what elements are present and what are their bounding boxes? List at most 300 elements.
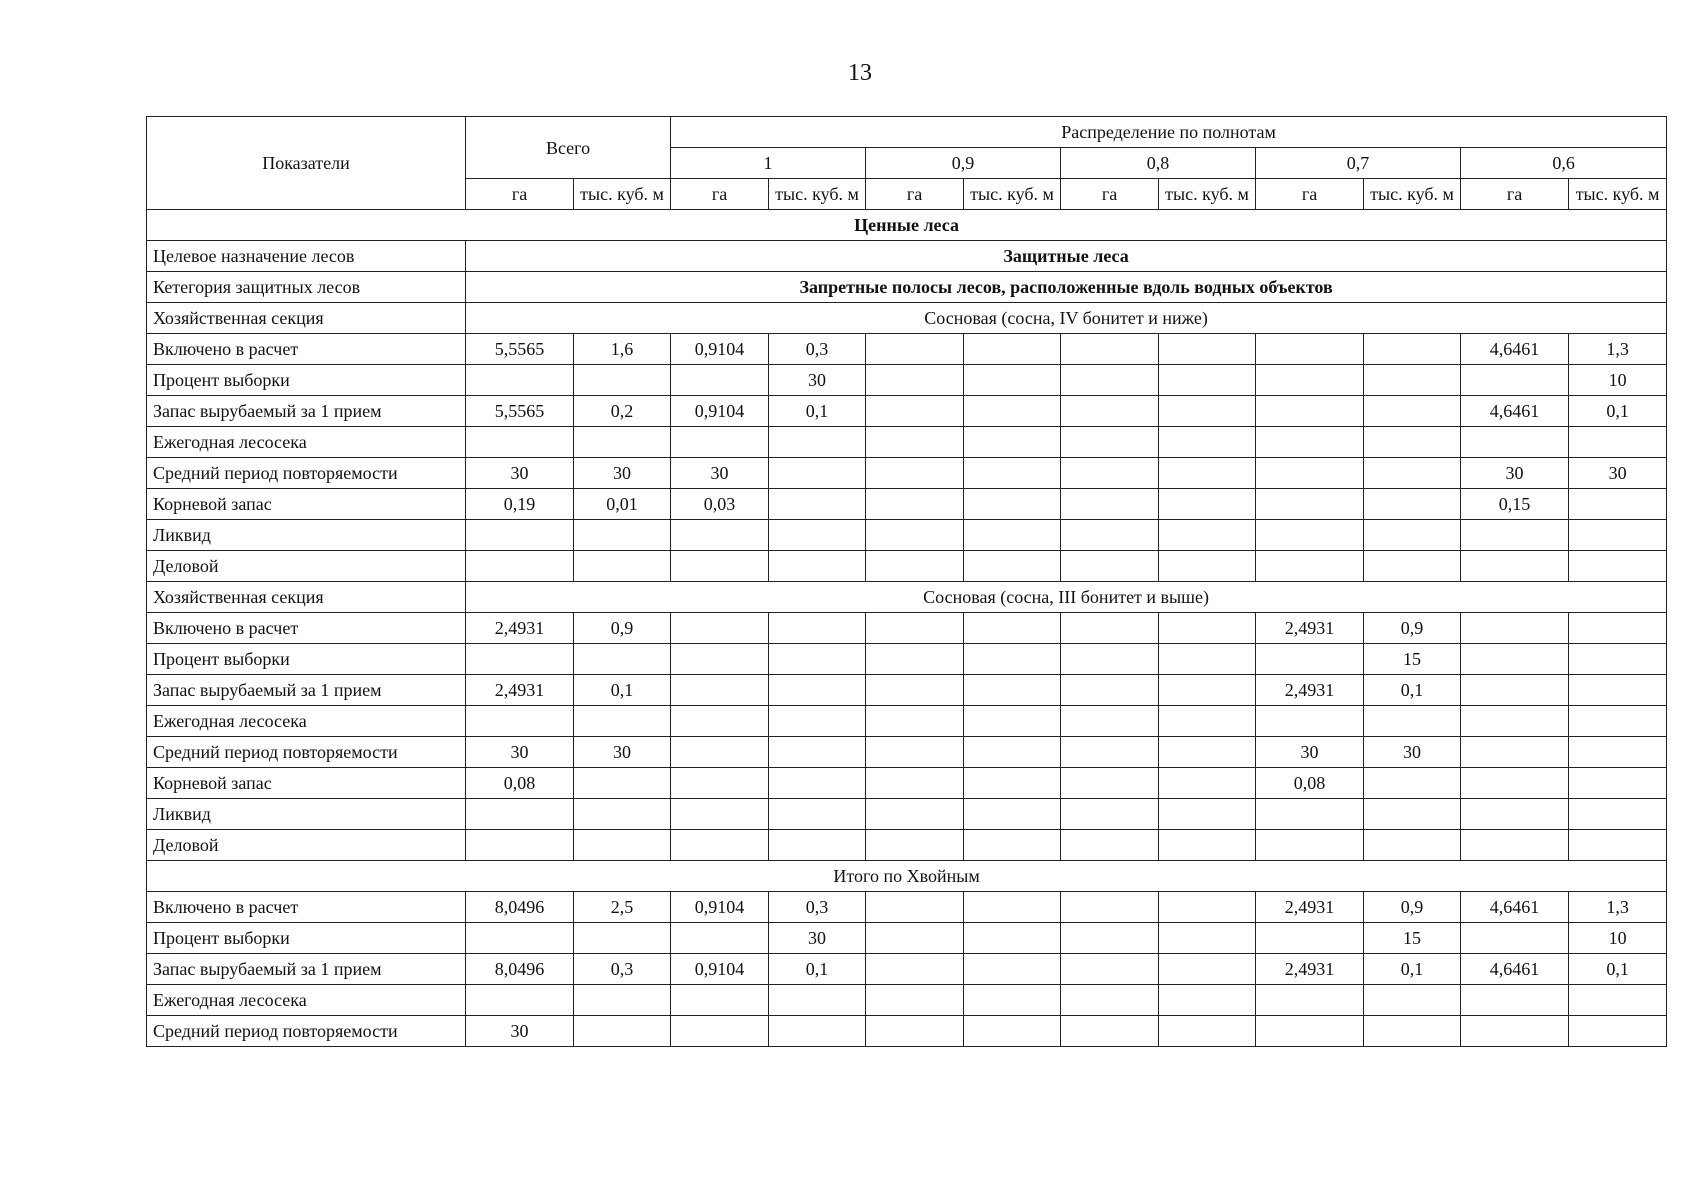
data-cell: [964, 737, 1061, 768]
data-cell: [866, 644, 964, 675]
data-cell: 0,1: [769, 396, 866, 427]
data-cell: [1159, 334, 1256, 365]
data-cell: [1159, 551, 1256, 582]
row-label: Корневой запас: [147, 768, 466, 799]
data-cell: [1364, 551, 1461, 582]
data-cell: 1,6: [574, 334, 671, 365]
data-cell: [866, 458, 964, 489]
row-label: Включено в расчет: [147, 892, 466, 923]
data-cell: [1569, 799, 1667, 830]
data-cell: 0,15: [1461, 489, 1569, 520]
data-cell: [1061, 644, 1159, 675]
data-cell: [866, 613, 964, 644]
data-cell: [671, 1016, 769, 1047]
data-cell: [671, 427, 769, 458]
data-cell: [964, 799, 1061, 830]
row-label: Ежегодная лесосека: [147, 427, 466, 458]
data-cell: [1159, 520, 1256, 551]
data-cell: [1061, 923, 1159, 954]
data-cell: [769, 613, 866, 644]
data-cell: [1461, 768, 1569, 799]
data-cell: [1256, 365, 1364, 396]
data-cell: [1061, 365, 1159, 396]
data-cell: [1569, 1016, 1667, 1047]
table-row: [147, 799, 1667, 830]
data-cell: [1364, 799, 1461, 830]
table-row: [147, 737, 1667, 768]
data-cell: [1461, 830, 1569, 861]
data-cell: [1364, 706, 1461, 737]
section-value: Запретные полосы лесов, расположенные вдоль водных объектов: [466, 272, 1667, 303]
data-cell: 0,1: [769, 954, 866, 985]
data-cell: [964, 365, 1061, 396]
data-cell: [866, 768, 964, 799]
data-cell: [769, 489, 866, 520]
row-label: Включено в расчет: [147, 613, 466, 644]
data-cell: 2,5: [574, 892, 671, 923]
table-row: [147, 830, 1667, 861]
density-header: 0,6: [1461, 148, 1667, 179]
table-row: [147, 551, 1667, 582]
table-row: [147, 644, 1667, 675]
data-cell: [964, 458, 1061, 489]
data-cell: [964, 923, 1061, 954]
data-cell: 30: [1364, 737, 1461, 768]
data-cell: [1061, 396, 1159, 427]
data-cell: 0,01: [574, 489, 671, 520]
data-cell: 30: [769, 365, 866, 396]
data-cell: 0,9104: [671, 954, 769, 985]
data-cell: [1061, 334, 1159, 365]
data-cell: [1256, 830, 1364, 861]
data-cell: [1461, 644, 1569, 675]
table-row: [147, 427, 1667, 458]
data-cell: [574, 427, 671, 458]
data-cell: [1061, 613, 1159, 644]
table-row: [147, 954, 1667, 985]
section-value: Защитные леса: [466, 241, 1667, 272]
data-cell: [964, 613, 1061, 644]
table-row: [147, 210, 1667, 241]
data-cell: 0,19: [466, 489, 574, 520]
data-cell: [1256, 551, 1364, 582]
data-cell: [1061, 489, 1159, 520]
data-cell: 8,0496: [466, 954, 574, 985]
row-label: Запас вырубаемый за 1 прием: [147, 675, 466, 706]
data-cell: [769, 799, 866, 830]
row-label: Хозяйственная секция: [147, 303, 466, 334]
data-cell: 4,6461: [1461, 396, 1569, 427]
data-cell: [1256, 923, 1364, 954]
data-cell: [1061, 427, 1159, 458]
data-cell: [466, 644, 574, 675]
data-cell: [866, 551, 964, 582]
data-cell: 2,4931: [1256, 675, 1364, 706]
data-cell: [1569, 489, 1667, 520]
data-cell: 5,5565: [466, 334, 574, 365]
data-cell: [1061, 551, 1159, 582]
data-cell: [671, 644, 769, 675]
table-row: [147, 892, 1667, 923]
data-cell: 0,9104: [671, 334, 769, 365]
density-header: 0,8: [1061, 148, 1256, 179]
table-row: [147, 985, 1667, 1016]
data-cell: [466, 830, 574, 861]
data-cell: [1256, 706, 1364, 737]
data-cell: 0,3: [769, 334, 866, 365]
data-cell: [866, 396, 964, 427]
data-cell: [1364, 520, 1461, 551]
data-cell: [964, 551, 1061, 582]
row-label: Запас вырубаемый за 1 прием: [147, 954, 466, 985]
data-cell: 0,08: [466, 768, 574, 799]
data-cell: [1061, 954, 1159, 985]
data-cell: [1256, 520, 1364, 551]
data-cell: 4,6461: [1461, 334, 1569, 365]
data-cell: [1364, 985, 1461, 1016]
data-cell: [671, 830, 769, 861]
data-cell: [1159, 923, 1256, 954]
data-cell: [769, 1016, 866, 1047]
data-cell: [964, 396, 1061, 427]
table-row: [147, 334, 1667, 365]
unit-ha-header: га: [1256, 179, 1364, 210]
data-cell: [1461, 427, 1569, 458]
section-value: Сосновая (сосна, III бонитет и выше): [466, 582, 1667, 613]
data-cell: 2,4931: [1256, 613, 1364, 644]
data-cell: 0,1: [1364, 954, 1461, 985]
row-label: Запас вырубаемый за 1 прием: [147, 396, 466, 427]
data-cell: [574, 768, 671, 799]
data-cell: [964, 985, 1061, 1016]
data-cell: [1364, 334, 1461, 365]
density-header: 0,7: [1256, 148, 1461, 179]
data-cell: [466, 551, 574, 582]
data-cell: [1159, 830, 1256, 861]
data-cell: [671, 768, 769, 799]
data-cell: [769, 830, 866, 861]
data-cell: [1159, 396, 1256, 427]
data-cell: [1461, 520, 1569, 551]
data-cell: [769, 675, 866, 706]
data-cell: [964, 706, 1061, 737]
data-cell: [1569, 768, 1667, 799]
data-cell: [769, 644, 866, 675]
data-cell: [1569, 613, 1667, 644]
data-cell: [1061, 1016, 1159, 1047]
data-cell: [964, 892, 1061, 923]
data-cell: [1159, 799, 1256, 830]
data-cell: 4,6461: [1461, 954, 1569, 985]
data-cell: [1256, 334, 1364, 365]
data-cell: [1256, 489, 1364, 520]
row-label: Ликвид: [147, 799, 466, 830]
data-cell: [574, 1016, 671, 1047]
data-cell: [1061, 520, 1159, 551]
data-cell: [866, 675, 964, 706]
data-cell: [1461, 613, 1569, 644]
row-label: Процент выборки: [147, 644, 466, 675]
data-cell: 2,4931: [1256, 892, 1364, 923]
data-cell: [1569, 427, 1667, 458]
density-header: 1: [671, 148, 866, 179]
table-row: [147, 241, 1667, 272]
data-cell: [1061, 830, 1159, 861]
data-cell: 30: [574, 737, 671, 768]
data-cell: 4,6461: [1461, 892, 1569, 923]
data-cell: [964, 1016, 1061, 1047]
data-cell: 2,4931: [466, 675, 574, 706]
data-cell: 8,0496: [466, 892, 574, 923]
data-cell: [1569, 706, 1667, 737]
row-label: Хозяйственная секция: [147, 582, 466, 613]
table-row: [147, 396, 1667, 427]
data-cell: [1364, 365, 1461, 396]
data-cell: [466, 799, 574, 830]
section-band: Ценные леса: [147, 210, 1667, 241]
data-cell: [574, 520, 671, 551]
table-row: [147, 582, 1667, 613]
table-row: [147, 489, 1667, 520]
data-cell: 10: [1569, 923, 1667, 954]
data-cell: [1061, 675, 1159, 706]
data-cell: [964, 644, 1061, 675]
unit-ha-header: га: [1461, 179, 1569, 210]
data-cell: [466, 985, 574, 1016]
data-cell: [466, 427, 574, 458]
data-cell: [769, 427, 866, 458]
row-label: Ежегодная лесосека: [147, 706, 466, 737]
unit-volume-header: тыс. куб. м: [1364, 179, 1461, 210]
data-cell: [671, 799, 769, 830]
data-cell: [1364, 1016, 1461, 1047]
data-cell: 0,08: [1256, 768, 1364, 799]
data-cell: [1159, 644, 1256, 675]
data-cell: [574, 985, 671, 1016]
row-label: Средний период повторяемости: [147, 737, 466, 768]
data-cell: 30: [1256, 737, 1364, 768]
data-cell: [964, 427, 1061, 458]
data-cell: 1,3: [1569, 892, 1667, 923]
data-cell: 15: [1364, 923, 1461, 954]
row-label: Деловой: [147, 830, 466, 861]
unit-ha-header: га: [1061, 179, 1159, 210]
data-cell: [1364, 458, 1461, 489]
row-label: Процент выборки: [147, 923, 466, 954]
data-cell: [1159, 675, 1256, 706]
data-cell: [574, 551, 671, 582]
section-band: Итого по Хвойным: [147, 861, 1667, 892]
table-row: [147, 706, 1667, 737]
data-cell: [1061, 768, 1159, 799]
data-cell: [866, 737, 964, 768]
unit-volume-header: тыс. куб. м: [769, 179, 866, 210]
unit-ha-header: га: [866, 179, 964, 210]
data-cell: [1364, 768, 1461, 799]
data-cell: 30: [769, 923, 866, 954]
data-cell: [1569, 985, 1667, 1016]
data-cell: [671, 737, 769, 768]
data-cell: [1461, 923, 1569, 954]
data-cell: [1159, 954, 1256, 985]
data-cell: [1569, 737, 1667, 768]
unit-volume-header: тыс. куб. м: [1159, 179, 1256, 210]
unit-volume-header: тыс. куб. м: [1569, 179, 1667, 210]
data-cell: [671, 706, 769, 737]
data-cell: [671, 985, 769, 1016]
data-cell: 1,3: [1569, 334, 1667, 365]
data-cell: [866, 985, 964, 1016]
data-cell: [769, 737, 866, 768]
data-cell: [964, 675, 1061, 706]
data-cell: [1569, 520, 1667, 551]
data-cell: 30: [671, 458, 769, 489]
data-cell: 30: [466, 1016, 574, 1047]
data-cell: [769, 768, 866, 799]
data-cell: 10: [1569, 365, 1667, 396]
data-cell: 0,1: [1364, 675, 1461, 706]
data-cell: [1256, 1016, 1364, 1047]
distribution-header: Распределение по полнотам: [671, 117, 1667, 148]
data-cell: [1461, 737, 1569, 768]
data-cell: [769, 985, 866, 1016]
data-cell: [866, 1016, 964, 1047]
data-cell: [671, 613, 769, 644]
data-cell: [1364, 489, 1461, 520]
data-cell: [866, 489, 964, 520]
data-cell: [574, 365, 671, 396]
data-cell: [466, 365, 574, 396]
data-cell: [671, 675, 769, 706]
data-cell: [964, 520, 1061, 551]
data-cell: 0,9: [574, 613, 671, 644]
data-cell: [1159, 1016, 1256, 1047]
data-cell: [1159, 768, 1256, 799]
data-cell: [866, 334, 964, 365]
data-cell: [769, 520, 866, 551]
data-cell: [1256, 644, 1364, 675]
data-cell: [1461, 985, 1569, 1016]
data-cell: 0,9104: [671, 892, 769, 923]
page-number: 13: [848, 60, 872, 86]
data-cell: 0,2: [574, 396, 671, 427]
row-label: Средний период повторяемости: [147, 458, 466, 489]
data-cell: 15: [1364, 644, 1461, 675]
table-body: [147, 210, 1667, 1047]
data-cell: [466, 520, 574, 551]
data-cell: [866, 799, 964, 830]
data-cell: [1461, 799, 1569, 830]
row-label: Кетегория защитных лесов: [147, 272, 466, 303]
unit-ha-header: га: [671, 179, 769, 210]
data-cell: [866, 892, 964, 923]
data-cell: [1256, 799, 1364, 830]
data-cell: 30: [1461, 458, 1569, 489]
data-cell: 0,03: [671, 489, 769, 520]
felling-table: [146, 116, 1667, 1047]
density-header: 0,9: [866, 148, 1061, 179]
data-cell: 0,9: [1364, 892, 1461, 923]
data-cell: [1256, 427, 1364, 458]
data-cell: [671, 520, 769, 551]
data-cell: [866, 706, 964, 737]
table-row: [147, 675, 1667, 706]
data-cell: [1461, 551, 1569, 582]
data-cell: [1569, 644, 1667, 675]
data-cell: 0,1: [574, 675, 671, 706]
data-cell: [964, 830, 1061, 861]
table-row: [147, 1016, 1667, 1047]
data-cell: [1061, 799, 1159, 830]
data-cell: [574, 923, 671, 954]
data-cell: 0,3: [574, 954, 671, 985]
data-cell: 30: [574, 458, 671, 489]
data-cell: 0,1: [1569, 396, 1667, 427]
data-cell: [1061, 737, 1159, 768]
data-cell: [769, 706, 866, 737]
data-cell: [964, 954, 1061, 985]
data-cell: [866, 923, 964, 954]
data-cell: 0,9: [1364, 613, 1461, 644]
data-cell: [866, 365, 964, 396]
data-cell: 0,1: [1569, 954, 1667, 985]
table-row: [147, 923, 1667, 954]
data-cell: [1256, 396, 1364, 427]
data-cell: 5,5565: [466, 396, 574, 427]
data-cell: 30: [466, 737, 574, 768]
table-row: [147, 861, 1667, 892]
data-cell: [866, 954, 964, 985]
row-label: Деловой: [147, 551, 466, 582]
data-cell: [1061, 706, 1159, 737]
data-cell: [574, 706, 671, 737]
data-cell: [671, 923, 769, 954]
data-cell: [964, 489, 1061, 520]
table-header: [147, 117, 1667, 210]
data-cell: [466, 923, 574, 954]
data-cell: [1256, 458, 1364, 489]
indicator-header: Показатели: [147, 117, 466, 210]
data-cell: [1159, 489, 1256, 520]
data-cell: [866, 427, 964, 458]
unit-ha-header: га: [466, 179, 574, 210]
data-cell: [1159, 427, 1256, 458]
row-label: Включено в расчет: [147, 334, 466, 365]
data-cell: [1364, 830, 1461, 861]
table-row: [147, 365, 1667, 396]
total-header: Всего: [466, 117, 671, 179]
data-cell: [1256, 985, 1364, 1016]
data-cell: [574, 644, 671, 675]
row-label: Средний период повторяемости: [147, 1016, 466, 1047]
section-value: Сосновая (сосна, IV бонитет и ниже): [466, 303, 1667, 334]
table-row: [147, 768, 1667, 799]
data-cell: [1159, 613, 1256, 644]
row-label: Ликвид: [147, 520, 466, 551]
data-cell: [574, 799, 671, 830]
table-row: [147, 613, 1667, 644]
data-cell: [1461, 706, 1569, 737]
row-label: Процент выборки: [147, 365, 466, 396]
data-cell: [964, 334, 1061, 365]
row-label: Корневой запас: [147, 489, 466, 520]
data-cell: [1461, 1016, 1569, 1047]
data-cell: [866, 520, 964, 551]
data-cell: [769, 458, 866, 489]
data-cell: [1461, 675, 1569, 706]
data-cell: [769, 551, 866, 582]
data-cell: 30: [466, 458, 574, 489]
